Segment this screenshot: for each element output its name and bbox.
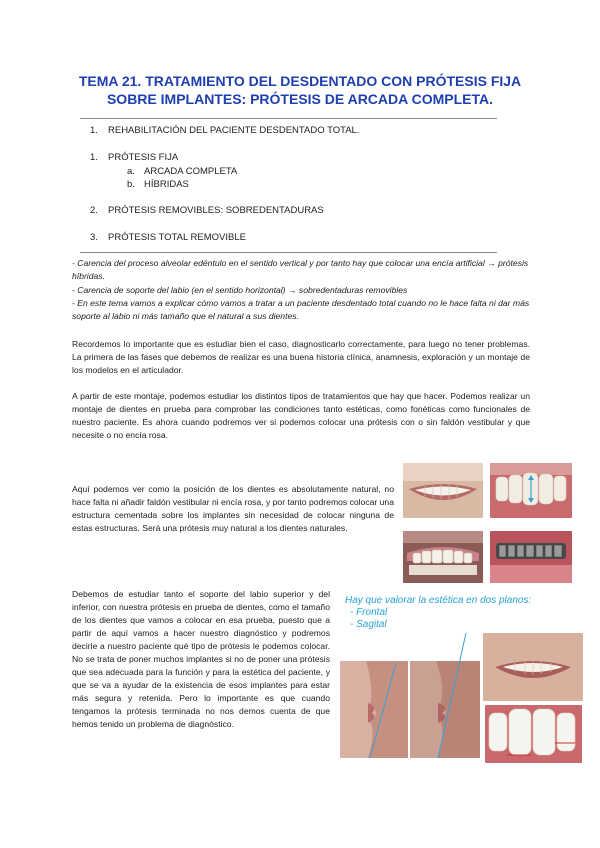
teeth-measurement-photo — [485, 705, 582, 763]
paragraph-3: Aquí podemos ver como la posición de los dientes es absolutamente natural, no hace falta ni añadir faldón vestibular ni encía rosa, y por tanto podremos colocar una estructura cementada sobre los implantes sin necesidad de colocar ninguna de estas estructuras. Será una prótesis muy natural a los dientes naturales. — [72, 484, 394, 533]
note-1: - Carencia del proceso alveolar edéntulo en el sentido vertical y por tanto hay que colocar una encía artificial → prótesis híbridas. — [72, 258, 529, 281]
implant-structure-photo — [490, 531, 572, 583]
smile-photo — [403, 463, 483, 518]
figure-caption-frontal: - Frontal — [350, 607, 388, 618]
paragraph-4: Debemos de estudiar tanto el soporte del labio superior y del inferior, con nuestra prótesis en prueba de dientes, como el tamaño de los dientes que vamos a colocar en esa prueba, puesto que a partir de aquí vamos a hacer nuestro diagnóstico y podremos decirle a nuestro paciente qué tipo de prótesis le podemos colocar. No se trata de poner muchos implantes si no de poner una prótesis que sea adecuada para la función y para la estética del paciente, y que se va a ayudar de la existencia de esos implantes para estar más segura y retenida. Pero lo importante es que cuando tengamos la prótesis terminada no nos demos cuenta de que hemos tenido un problema de diagnóstico. — [72, 589, 330, 729]
page-title-line-2: SOBRE IMPLANTES: PRÓTESIS DE ARCADA COMPLETA. — [106, 91, 494, 107]
paragraph-1: Recordemos lo importante que es estudiar bien el caso, diagnosticarlo correctamente, para luego no tener problemas. La primera de las fases que debemos de realizar es una buena historia clínica, anamnesis, exploración y un montaje de los modelos en el articulador. — [72, 339, 530, 375]
outline-item-2: 1. PRÓTESIS FIJA — [90, 152, 179, 163]
page-title-line-1: TEMA 21. TRATAMIENTO DEL DESDENTADO CON PRÓTESIS FIJA — [78, 73, 522, 89]
note-2: - Carencia de soporte del labio (en el sentido horizontal) → sobredentaduras removibles — [72, 285, 408, 295]
divider-top — [80, 118, 497, 119]
teeth-closeup-photo — [490, 463, 572, 518]
outline-item-1: 1. REHABILITACIÓN DEL PACIENTE DESDENTADO TOTAL. — [90, 125, 360, 136]
outline-item-3: 2. PRÓTESIS REMOVIBLES: SOBREDENTADURAS — [90, 205, 324, 216]
outline-item-4: 3. PRÓTESIS TOTAL REMOVIBLE — [90, 232, 246, 243]
note-3: - En este tema vamos a explicar cómo vamos a tratar a un paciente desdentado total cuando no le hace falta ni dar más soporte al labio ni más tamaño que el natural a sus dientes. — [72, 298, 530, 321]
figure-caption-sagital: - Sagital — [350, 619, 387, 630]
dental-model-photo — [403, 531, 483, 583]
figure-caption-heading: Hay que valorar la estética en dos planos: — [345, 595, 532, 606]
paragraph-2: A partir de este montaje, podemos estudiar los distintos tipos de tratamientos que hay que hacer. Podemos realizar un montaje de dientes en prueba para comprobar las condiciones tanto estéticas, como fonéticas como funcionales de nuestro paciente. Es ahora cuando podremos ver si podemos colocar una prótesis con o sin faldón vestibular y que necesite o no encía rosa. — [72, 391, 530, 440]
divider-bottom — [80, 252, 497, 253]
lip-profile-photos — [340, 633, 480, 758]
outline-subitem-a: a. ARCADA COMPLETA — [127, 166, 238, 177]
frontal-smile-photo — [483, 633, 583, 701]
outline-subitem-b: b. HÍBRIDAS — [127, 179, 189, 190]
